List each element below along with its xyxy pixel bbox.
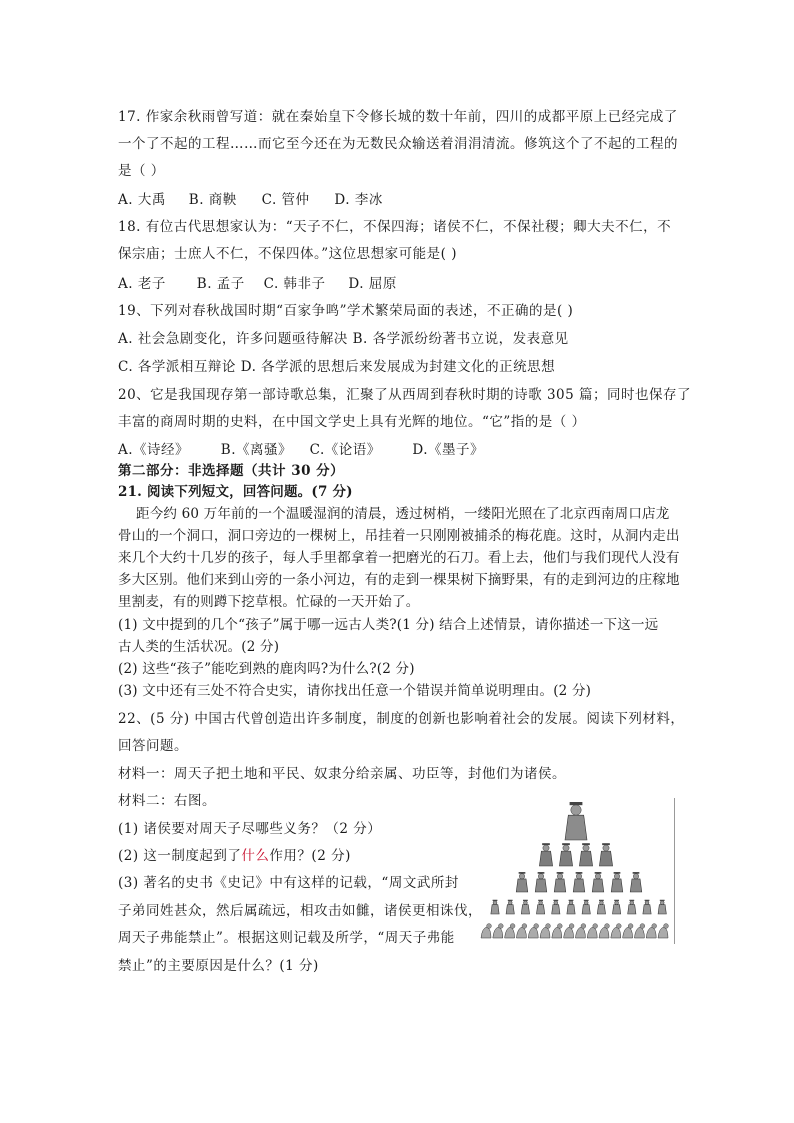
q21-passage-line-1: 距今约 60 万年前的一个温暖湿润的清晨，透过树梢，一缕阳光照在了北京西南周口店龙 <box>136 506 670 522</box>
q21-passage-line-2: 骨山的一个洞口，洞口旁边的一棵树上，吊挂着一只刚刚被捕杀的梅花鹿。这时，从洞内走出 <box>118 528 680 544</box>
q21-subq-3: (3) 文中还有三处不符合史实，请你找出任意一个错误并简单说明理由。(2 分) <box>118 683 592 699</box>
commoner-figure <box>612 900 620 914</box>
q22-subq-3-line-1: (3) 著名的史书《史记》中有这样的记载，“周文武所封 <box>118 875 459 891</box>
slave-figure <box>623 924 633 938</box>
noble-figure <box>559 843 572 866</box>
slave-figure <box>540 924 550 938</box>
minister-figure <box>573 872 585 892</box>
commoner-figure <box>597 900 605 914</box>
q21-passage-line-3: 来几个大约十几岁的孩子，每人手里都拿着一把磨光的石刀。看上去，他们与我们现代人没有 <box>118 550 680 566</box>
slave-figure <box>528 924 538 938</box>
minister-figure <box>592 872 604 892</box>
q22-subq-1: (1) 诸侯要对周天子尽哪些义务？（2 分） <box>118 821 382 837</box>
commoner-figure <box>536 900 544 914</box>
slave-figure <box>658 924 668 938</box>
commoner-figure <box>643 900 651 914</box>
slave-figure <box>481 924 491 938</box>
q17-option-b: B. 商鞅 <box>188 192 237 208</box>
q17-line-1: 17. 作家余秋雨曾写道：就在秦始皇下令修长城的数十年前，四川的成都平原上已经完成了 <box>118 109 678 125</box>
slave-figure <box>493 924 503 938</box>
minister-figure <box>535 872 547 892</box>
q20-option-a: A.《诗经》 <box>118 442 190 458</box>
q21-passage-line-4: 多大区别。他们来到山旁的一条小河边，有的走到一棵果树下摘野果，有的走到河边的庄稼地 <box>118 572 680 588</box>
king-figure <box>565 802 587 840</box>
q17-line-2: 一个了不起的工程……而它至今还在为无数民众输送着涓涓清流。修筑这个了不起的工程的 <box>118 136 678 152</box>
noble-figure <box>539 843 552 866</box>
slave-figure <box>634 924 644 938</box>
q22-subq-2-highlight: 什么 <box>241 848 270 864</box>
q20-option-b: B.《离骚》 <box>220 442 293 458</box>
commoner-figure <box>658 900 666 914</box>
minister-figure <box>516 872 528 892</box>
q17-option-a: A. 大禹 <box>118 192 166 208</box>
q22-subq-2-prefix: (2) 这一制度起到了 <box>118 848 242 864</box>
slave-figure <box>564 924 574 938</box>
slave-figure <box>646 924 656 938</box>
commoner-figure <box>521 900 529 914</box>
slave-figure <box>505 924 515 938</box>
pyramid-illustration <box>478 798 674 944</box>
noble-figure <box>599 843 612 866</box>
q18-option-d: D. 屈原 <box>348 276 397 292</box>
noble-figure <box>579 843 592 866</box>
commoner-figure <box>628 900 636 914</box>
q17-options <box>118 191 383 209</box>
q21-subq-2: (2) 这些“孩子”能吃到熟的鹿肉吗?为什么?(2 分) <box>118 661 415 677</box>
q22-line-1: 22、(5 分) 中国古代曾创造出许多制度，制度的创新也影响着社会的发展。阅读下列材料， <box>118 711 685 727</box>
minister-figure <box>611 872 623 892</box>
q21-title: 21. 阅读下列短文，回答问题。(7 分) <box>118 484 353 500</box>
commoner-figure <box>506 900 514 914</box>
q21-subq-1-line-2: 古人类的生活状况。(2 分) <box>118 639 280 655</box>
q18-option-b: B. 孟子 <box>196 276 245 292</box>
q20-line-1: 20、它是我国现存第一部诗歌总集，汇聚了从西周到春秋时期的诗歌 305 篇；同时也保存了 <box>118 387 692 403</box>
slave-figure <box>611 924 621 938</box>
q22-line-2: 回答问题。 <box>118 738 188 754</box>
q18-line-2: 保宗庙；士庶人不仁，不保四体。”这位思想家可能是( ) <box>118 246 457 262</box>
q22-subq-3-line-4: 禁止”的主要原因是什么？(1 分) <box>118 958 319 974</box>
q21-passage-line-5: 里割麦，有的则蹲下挖草根。忙碌的一天开始了。 <box>118 594 420 610</box>
slave-figure <box>575 924 585 938</box>
q22-material-1: 材料一：周天子把土地和平民、奴隶分给亲属、功臣等，封他们为诸侯。 <box>118 766 566 782</box>
q22-material-2: 材料二：右图。 <box>118 793 216 809</box>
q18-options <box>118 275 397 293</box>
q20-option-c: C.《论语》 <box>309 442 381 458</box>
q18-option-a: A. 老子 <box>118 276 166 292</box>
q19-line-2: A. 社会急剧变化，许多问题亟待解决 B. 各学派纷纷著书立说，发表意见 <box>118 331 569 347</box>
q22-subq-2 <box>118 847 351 865</box>
slave-figure <box>587 924 597 938</box>
q17-line-3: 是（ ） <box>118 163 165 179</box>
q19-line-1: 19、下列对春秋战国时期“百家争鸣”学术繁荣局面的表述，不正确的是( ) <box>118 303 574 319</box>
part-two-heading: 第二部分：非选择题（共计 30 分） <box>118 463 345 479</box>
q18-line-1: 18. 有位古代思想家认为：“天子不仁，不保四海；诸侯不仁，不保社稷；卿大夫不仁，不 <box>118 219 672 235</box>
q20-line-2: 丰富的商周时期的史料，在中国文学史上具有光辉的地位。“它”指的是（ ） <box>118 414 586 430</box>
q22-subq-3-line-3: 周天子弗能禁止”。根据这则记载及所学，“周天子弗能 <box>118 930 455 946</box>
slave-figure <box>599 924 609 938</box>
commoner-figure <box>567 900 575 914</box>
q17-option-c: C. 管仲 <box>261 192 310 208</box>
q21-subq-1-line-1: (1) 文中提到的几个“孩子”属于哪一远古人类?(1 分) 结合上述情景，请你描述一下这一远 <box>118 617 659 633</box>
minister-figure <box>554 872 566 892</box>
commoner-figure <box>552 900 560 914</box>
fenfeng-pyramid-figure <box>478 798 675 944</box>
commoner-figure <box>491 900 499 914</box>
slave-figure <box>516 924 526 938</box>
slave-figure <box>552 924 562 938</box>
minister-figure <box>630 872 642 892</box>
q19-line-3: C. 各学派相互辩论 D. 各学派的思想后来发展成为封建文化的正统思想 <box>118 359 556 375</box>
q17-option-d: D. 李冰 <box>334 192 383 208</box>
commoner-figure <box>582 900 590 914</box>
q20-options <box>118 441 484 459</box>
q22-subq-3-line-2: 子弟同姓甚众，然后属疏远，相攻击如雠，诸侯更相诛伐， <box>118 903 482 919</box>
q20-option-d: D.《墨子》 <box>412 442 485 458</box>
q22-subq-2-suffix: 作用？(2 分) <box>269 848 351 864</box>
q18-option-c: C. 韩非子 <box>263 276 326 292</box>
